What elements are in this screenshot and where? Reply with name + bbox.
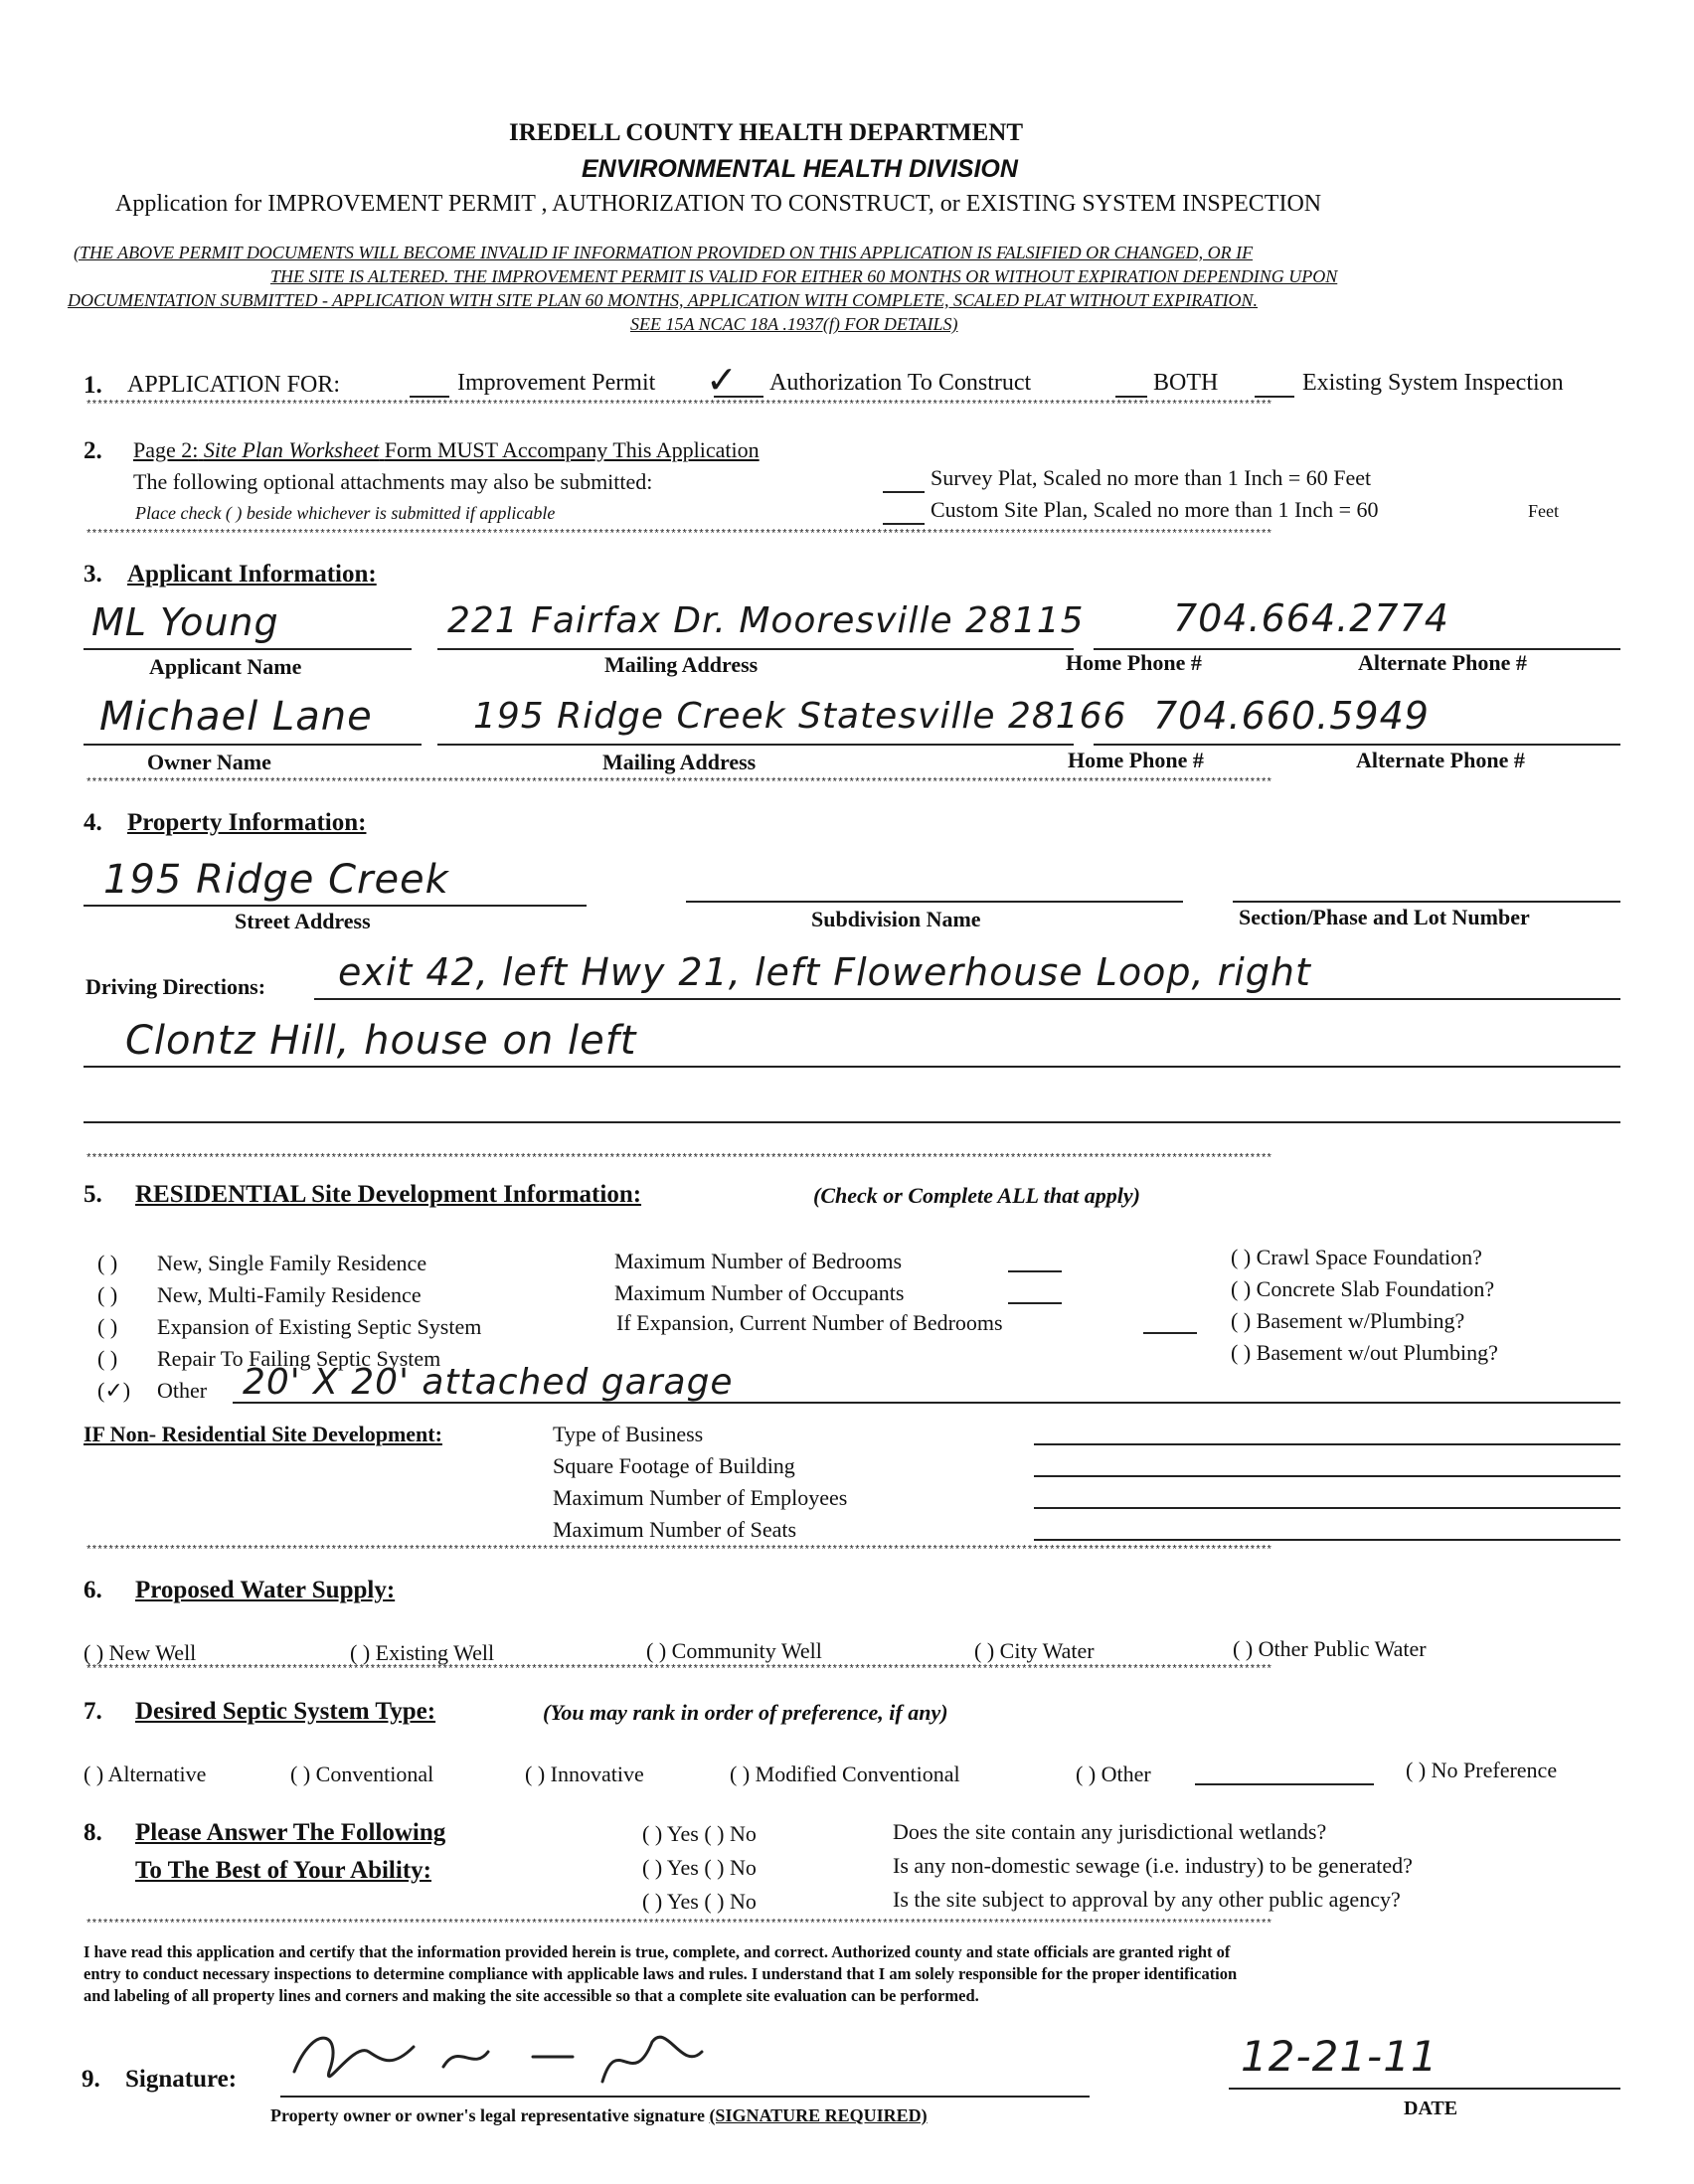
label-owner-mailing: Mailing Address	[602, 750, 757, 774]
section-2-number: 2.	[84, 437, 102, 464]
custom-site-plan-unit: Feet	[1528, 501, 1559, 521]
applicant-name-value[interactable]: ML Young	[91, 600, 279, 644]
label-max-occupants: Maximum Number of Occupants	[614, 1280, 905, 1305]
label-subdivision: Subdivision Name	[811, 907, 981, 931]
notice-line-2: THE SITE IS ALTERED. THE IMPROVEMENT PERMIT IS VALID FOR EITHER 60 MONTHS OR WITHOUT EXPIRATION DEPENDING UPON	[270, 266, 1338, 286]
square-footage-line[interactable]	[1034, 1475, 1620, 1477]
survey-plat-blank[interactable]	[883, 491, 925, 493]
section-8-number: 8.	[84, 1819, 102, 1846]
improvement-permit-blank[interactable]	[410, 396, 449, 398]
divider-stars: *********************************************************************************************************************************************************************************************************************	[85, 1153, 1272, 1165]
section-6-number: 6.	[84, 1577, 102, 1603]
section-5-number: 5.	[84, 1181, 102, 1208]
section-7-title: Desired Septic System Type:	[135, 1698, 436, 1725]
label-non-residential: IF Non- Residential Site Development:	[84, 1422, 442, 1446]
question-agency: Is the site subject to approval by any other public agency?	[893, 1887, 1401, 1912]
section-lot-line[interactable]	[1233, 901, 1620, 903]
survey-plat-option: Survey Plat, Scaled no more than 1 Inch = 60 Feet	[931, 465, 1372, 490]
label-street-address: Street Address	[235, 909, 371, 933]
notice-line-3: DOCUMENTATION SUBMITTED - APPLICATION WITH SITE PLAN 60 MONTHS, APPLICATION WITH COMPLETE, SCALED PLAT WITHOUT EXPIRATION.	[68, 290, 1259, 310]
label-expansion-bedrooms: If Expansion, Current Number of Bedrooms	[616, 1310, 1003, 1335]
option-basement-no-plumbing[interactable]: ( ) Basement w/out Plumbing?	[1231, 1340, 1498, 1365]
option-other: Other	[157, 1378, 208, 1403]
section-8-title-1: Please Answer The Following	[135, 1819, 446, 1846]
option-new-multi-family: New, Multi-Family Residence	[157, 1282, 422, 1307]
max-bedrooms-blank[interactable]	[1008, 1270, 1062, 1272]
label-square-footage: Square Footage of Building	[553, 1453, 795, 1478]
check-mark-icon: ✓	[706, 358, 739, 402]
custom-site-plan-blank[interactable]	[883, 523, 925, 525]
option-improvement-permit: Improvement Permit	[457, 370, 656, 396]
section-5-title: RESIDENTIAL Site Development Information:	[135, 1181, 642, 1208]
option-community-well[interactable]: ( ) Community Well	[646, 1638, 822, 1663]
section-7-subtitle: (You may rank in order of preference, if any)	[543, 1700, 948, 1725]
option-new-single-family: New, Single Family Residence	[157, 1251, 427, 1275]
label-applicant-alt-phone: Alternate Phone #	[1358, 650, 1527, 675]
directions-line-2-value[interactable]: Clontz Hill, house on left	[125, 1018, 637, 1064]
checkbox-other-checked[interactable]: (✓)	[97, 1378, 131, 1403]
certification-line-1: I have read this application and certify that the information provided herein is true, complete, and correct. Authorized county and state officials are granted right of	[84, 1942, 1231, 1961]
signature-label-text: Signature:	[125, 2066, 238, 2093]
option-other-septic[interactable]: ( ) Other	[1076, 1762, 1151, 1786]
other-description-line	[233, 1402, 1620, 1404]
directions-line-3[interactable]	[84, 1121, 1620, 1123]
custom-site-plan-option: Custom Site Plan, Scaled no more than 1 Inch = 60	[931, 497, 1379, 522]
divider-stars: *********************************************************************************************************************************************************************************************************************	[85, 1664, 1272, 1676]
checkbox-new-single-family[interactable]: ( )	[97, 1251, 118, 1275]
option-repair: Repair To Failing Septic System	[157, 1346, 441, 1371]
section-3-number: 3.	[84, 561, 102, 588]
option-city-water[interactable]: ( ) City Water	[974, 1638, 1095, 1663]
signature-caption	[270, 2105, 928, 2126]
section-1-label: APPLICATION FOR:	[127, 372, 341, 398]
option-both: BOTH	[1153, 370, 1219, 396]
label-max-bedrooms: Maximum Number of Bedrooms	[614, 1249, 903, 1273]
signature-scribble-icon	[274, 2012, 732, 2101]
section-4-number: 4.	[84, 809, 102, 836]
street-address-value[interactable]: 195 Ridge Creek	[103, 857, 449, 903]
max-seats-line[interactable]	[1034, 1539, 1620, 1541]
signature-label	[125, 2066, 237, 2094]
question-sewage: Is any non-domestic sewage (i.e. industry) to be generated?	[893, 1853, 1413, 1878]
directions-line-1	[314, 998, 1620, 1000]
applicant-name-line	[84, 648, 412, 650]
directions-line-2	[84, 1066, 1620, 1068]
date-label: DATE	[1404, 2098, 1458, 2119]
section-3-title: Applicant Information:	[127, 561, 377, 588]
notice-line-1: (THE ABOVE PERMIT DOCUMENTS WILL BECOME INVALID IF INFORMATION PROVIDED ON THIS APPLICATION IS FALSIFIED OR CHANGED, OR IF	[74, 243, 1254, 262]
option-alternative[interactable]: ( ) Alternative	[84, 1762, 207, 1786]
section-7-number: 7.	[84, 1698, 102, 1725]
certification-line-3: and labeling of all property lines and corners and making the site accessible so that a complete site evaluation can be performed.	[84, 1986, 979, 2005]
option-basement-plumbing[interactable]: ( ) Basement w/Plumbing?	[1231, 1308, 1465, 1333]
applicant-phone-value[interactable]: 704.664.2774	[1173, 596, 1449, 640]
label-type-of-business: Type of Business	[553, 1422, 704, 1446]
owner-address-line	[437, 744, 1074, 746]
checkbox-new-multi-family[interactable]: ( )	[97, 1282, 118, 1307]
label-owner-name: Owner Name	[147, 750, 271, 774]
label-driving-directions: Driving Directions:	[85, 974, 266, 999]
owner-address-value[interactable]: 195 Ridge Creek Statesville 28166	[473, 696, 1127, 737]
section-4-title: Property Information:	[127, 809, 367, 836]
department-title: IREDELL COUNTY HEALTH DEPARTMENT	[509, 119, 1024, 146]
option-existing-system-inspection: Existing System Inspection	[1302, 370, 1564, 396]
existing-inspection-blank[interactable]	[1255, 396, 1294, 398]
label-owner-alt-phone: Alternate Phone #	[1356, 748, 1525, 772]
other-septic-blank[interactable]	[1195, 1783, 1374, 1785]
section-2-title-italic: Site Plan Worksheet	[203, 437, 380, 462]
applicant-address-line	[437, 648, 1074, 650]
owner-phone-line	[1094, 744, 1620, 746]
section-6-title: Proposed Water Supply:	[135, 1577, 396, 1603]
place-check-note: Place check ( ) beside whichever is submitted if applicable	[135, 503, 556, 523]
section-8-title-2: To The Best of Your Ability:	[135, 1857, 431, 1884]
label-max-seats: Maximum Number of Seats	[553, 1517, 797, 1542]
option-existing-well[interactable]: ( ) Existing Well	[350, 1640, 495, 1665]
label-section-lot: Section/Phase and Lot Number	[1239, 905, 1530, 929]
section-5-subtitle: (Check or Complete ALL that apply)	[813, 1183, 1140, 1208]
section-1-number: 1.	[84, 372, 102, 399]
owner-name-value[interactable]: Michael Lane	[99, 694, 373, 740]
checkbox-expansion[interactable]: ( )	[97, 1314, 118, 1339]
other-description-value[interactable]: 20' X 20' attached garage	[243, 1362, 734, 1403]
yes-no-wetlands[interactable]: ( ) Yes ( ) No	[642, 1821, 757, 1846]
division-title: ENVIRONMENTAL HEALTH DIVISION	[582, 155, 1018, 183]
both-blank[interactable]	[1115, 396, 1147, 398]
owner-name-line	[84, 744, 422, 746]
option-innovative[interactable]: ( ) Innovative	[525, 1762, 644, 1786]
option-other-public-water[interactable]: ( ) Other Public Water	[1233, 1636, 1427, 1661]
section-2-title-suffix: Form MUST Accompany This Application	[384, 437, 760, 462]
subdivision-line[interactable]	[686, 901, 1183, 903]
label-applicant-name: Applicant Name	[149, 654, 302, 679]
checkbox-repair[interactable]: ( )	[97, 1346, 118, 1371]
option-conventional[interactable]: ( ) Conventional	[290, 1762, 434, 1786]
expansion-bedrooms-blank[interactable]	[1143, 1332, 1197, 1334]
date-line	[1229, 2088, 1620, 2090]
yes-no-agency[interactable]: ( ) Yes ( ) No	[642, 1889, 757, 1914]
option-modified-conventional[interactable]: ( ) Modified Conventional	[730, 1762, 960, 1786]
owner-phone-value[interactable]: 704.660.5949	[1153, 694, 1430, 738]
label-owner-home-phone: Home Phone #	[1068, 748, 1204, 772]
max-employees-line[interactable]	[1034, 1507, 1620, 1509]
divider-stars: *********************************************************************************************************************************************************************************************************************	[85, 529, 1272, 541]
signature-required: (SIGNATURE REQUIRED)	[709, 2105, 928, 2125]
max-occupants-blank[interactable]	[1008, 1302, 1062, 1304]
divider-stars: *********************************************************************************************************************************************************************************************************************	[85, 400, 1272, 412]
signature-caption-text: Property owner or owner's legal representative signature	[270, 2105, 705, 2125]
section-9-number: 9.	[82, 2066, 100, 2093]
application-title: Application for IMPROVEMENT PERMIT , AUTHORIZATION TO CONSTRUCT, or EXISTING SYSTEM INSPECTION	[115, 191, 1322, 217]
notice-line-4: SEE 15A NCAC 18A .1937(f) FOR DETAILS)	[630, 314, 958, 334]
applicant-address-value[interactable]: 221 Fairfax Dr. Mooresville 28115	[447, 600, 1085, 641]
yes-no-sewage[interactable]: ( ) Yes ( ) No	[642, 1855, 757, 1880]
label-applicant-home-phone: Home Phone #	[1066, 650, 1202, 675]
option-crawl-space[interactable]: ( ) Crawl Space Foundation?	[1231, 1245, 1482, 1269]
divider-stars: *********************************************************************************************************************************************************************************************************************	[85, 777, 1272, 789]
directions-line-1-value[interactable]: exit 42, left Hwy 21, left Flowerhouse Loop, right	[338, 950, 1311, 994]
section-2-title	[133, 437, 760, 463]
option-authorization-to-construct: Authorization To Construct	[769, 370, 1032, 396]
optional-attachments-text: The following optional attachments may also be submitted:	[133, 469, 653, 494]
question-wetlands: Does the site contain any jurisdictional wetlands?	[893, 1819, 1327, 1844]
section-2-title-prefix: Page 2:	[133, 437, 199, 462]
divider-stars: *********************************************************************************************************************************************************************************************************************	[85, 1545, 1272, 1557]
option-new-well[interactable]: ( ) New Well	[84, 1640, 197, 1665]
label-max-employees: Maximum Number of Employees	[553, 1485, 848, 1510]
type-of-business-line[interactable]	[1034, 1443, 1620, 1445]
street-address-line	[84, 905, 587, 907]
option-concrete-slab[interactable]: ( ) Concrete Slab Foundation?	[1231, 1276, 1495, 1301]
divider-stars: *********************************************************************************************************************************************************************************************************************	[85, 1919, 1272, 1931]
certification-line-2: entry to conduct necessary inspections to determine compliance with applicable laws and rules. I understand that I am solely responsible for the proper identification	[84, 1964, 1238, 1983]
date-value[interactable]: 12-21-11	[1241, 2032, 1439, 2081]
option-expansion: Expansion of Existing Septic System	[157, 1314, 482, 1339]
option-no-preference[interactable]: ( ) No Preference	[1406, 1758, 1558, 1782]
label-applicant-mailing: Mailing Address	[604, 652, 759, 677]
signature-line[interactable]	[280, 2096, 1090, 2098]
